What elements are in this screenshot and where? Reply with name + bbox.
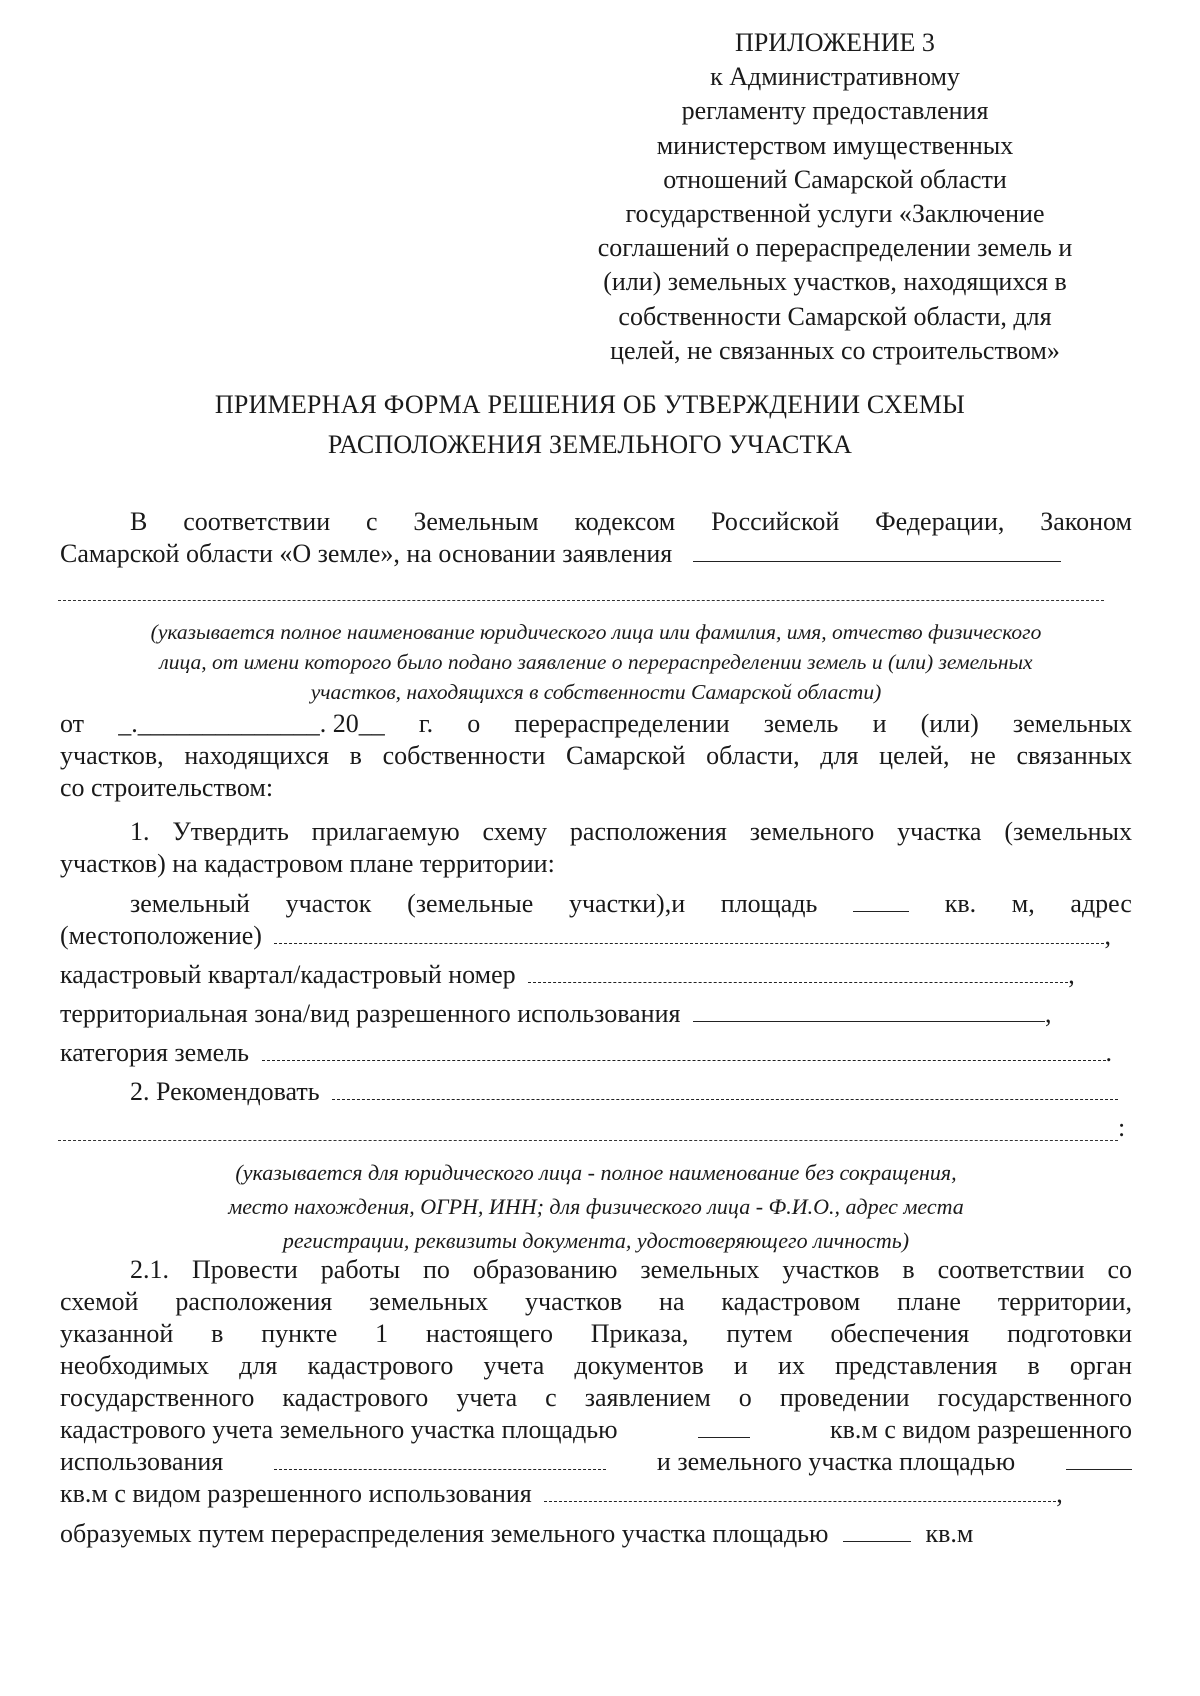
item21-text: кв.м с видом разрешенного bbox=[829, 1415, 1132, 1444]
plot-word: кв. bbox=[944, 889, 977, 918]
title-line: РАСПОЛОЖЕНИЯ ЗЕМЕЛЬНОГО УЧАСТКА bbox=[327, 430, 853, 459]
item2-label: 2. Рекомендовать bbox=[130, 1077, 320, 1106]
intro-line bbox=[60, 538, 1061, 570]
punctuation: . bbox=[1105, 1038, 1113, 1067]
note-line: место нахождения, ОГРН, ИНН; для физического лица - Ф.И.О., адрес места bbox=[228, 1194, 964, 1219]
appendix-line: целей, не связанных со строительством» bbox=[610, 335, 1060, 365]
category-label: категория земель bbox=[60, 1038, 250, 1067]
item21-line bbox=[60, 1446, 1132, 1478]
plot-line bbox=[130, 888, 1132, 920]
appendix-line: (или) земельных участков, находящихся в bbox=[603, 267, 1067, 297]
cadastral-blank[interactable] bbox=[528, 960, 1068, 983]
punctuation: , bbox=[1068, 960, 1075, 989]
category-line bbox=[60, 1037, 1112, 1069]
appendix-line: ПРИЛОЖЕНИЕ 3 bbox=[735, 28, 935, 57]
location-label: (местоположение) bbox=[60, 921, 262, 950]
item1-line: 1. Утвердить прилагаемую схему расположения земельного участка (земельных bbox=[130, 817, 1132, 846]
item21-text: использования bbox=[60, 1447, 224, 1476]
appendix-line: государственной услуги «Заключение bbox=[625, 199, 1045, 229]
date-word: от bbox=[60, 709, 85, 738]
date-line bbox=[60, 708, 1132, 740]
date-word: г. bbox=[418, 709, 434, 738]
plot-word: участки),и bbox=[568, 889, 686, 918]
note-line: (указывается полное наименование юридического лица или фамилия, имя, отчество физического bbox=[150, 620, 1042, 644]
note-line: регистрации, реквизиты документа, удостоверяющего личность) bbox=[282, 1228, 910, 1253]
date-word: земельных bbox=[1012, 709, 1132, 738]
item21-line: схемой расположения земельных участков на кадастровом плане территории, bbox=[60, 1287, 1132, 1316]
item21-line: указанной в пункте 1 настоящего Приказа, путем обеспечения подготовки bbox=[60, 1319, 1132, 1348]
category-blank[interactable] bbox=[262, 1038, 1106, 1061]
punctuation: , bbox=[1104, 921, 1111, 950]
item2-line bbox=[130, 1076, 1118, 1108]
appendix-line: соглашений о перераспределении земель и bbox=[597, 233, 1073, 263]
note-line: участков, находящихся в собственности Самарской области) bbox=[310, 680, 882, 704]
plot-word: участок bbox=[285, 889, 372, 918]
area-blank[interactable] bbox=[1066, 1447, 1132, 1470]
date-line: участков, находящихся в собственности Самарской области, для целей, не связанных bbox=[60, 741, 1132, 770]
title-line: ПРИМЕРНАЯ ФОРМА РЕШЕНИЯ ОБ УТВЕРЖДЕНИИ СХЕМЫ bbox=[214, 390, 966, 419]
punctuation: , bbox=[1056, 1479, 1063, 1508]
item21-line bbox=[60, 1518, 973, 1550]
plot-word: адрес bbox=[1070, 889, 1132, 918]
intro-line: В соответствии с Земельным кодексом Российской Федерации, Законом bbox=[130, 507, 1132, 536]
date-word: (или) bbox=[920, 709, 979, 738]
item21-text: кадастрового учета земельного участка площадью bbox=[60, 1415, 618, 1444]
date-word: о bbox=[467, 709, 481, 738]
appendix-line: отношений Самарской области bbox=[663, 164, 1007, 194]
applicant-blank-line[interactable] bbox=[58, 600, 1104, 601]
item21-text: кв.м с видом разрешенного использования bbox=[60, 1479, 532, 1508]
date-blank[interactable]: _.______________. 20__ bbox=[118, 709, 385, 738]
location-line bbox=[60, 920, 1111, 952]
plot-word: площадь bbox=[720, 889, 818, 918]
item21-line bbox=[60, 1478, 1063, 1510]
zone-label: территориальная зона/вид разрешенного использования bbox=[60, 999, 681, 1028]
date-line: со строительством: bbox=[60, 773, 274, 802]
plot-word: земельный bbox=[130, 889, 250, 918]
appendix-line: министерством имущественных bbox=[656, 130, 1014, 160]
item21-line: государственного кадастрового учета с заявлением о проведении государственного bbox=[60, 1383, 1132, 1412]
area-blank[interactable] bbox=[698, 1415, 750, 1438]
cadastral-line bbox=[60, 959, 1075, 991]
zone-line bbox=[60, 998, 1051, 1030]
area-blank[interactable] bbox=[853, 889, 909, 912]
punctuation: : bbox=[1118, 1113, 1126, 1142]
use-blank[interactable] bbox=[274, 1447, 606, 1470]
applicant-note bbox=[60, 617, 1132, 707]
recommend-blank-line[interactable] bbox=[58, 1140, 1118, 1141]
item21-line: необходимых для кадастрового учета документов и их представления в орган bbox=[60, 1351, 1132, 1380]
location-blank[interactable] bbox=[274, 921, 1104, 944]
plot-word: м, bbox=[1011, 889, 1035, 918]
cadastral-label: кадастровый квартал/кадастровый номер bbox=[60, 960, 516, 989]
item21-line bbox=[60, 1414, 1132, 1446]
recommend-blank[interactable] bbox=[332, 1077, 1118, 1100]
item21-text: и земельного участка площадью bbox=[656, 1447, 1016, 1476]
appendix-line: регламенту предоставления bbox=[681, 96, 989, 126]
plot-word: (земельные bbox=[407, 889, 534, 918]
appendix-header bbox=[590, 26, 1080, 368]
appendix-line: собственности Самарской области, для bbox=[618, 301, 1052, 331]
punctuation: , bbox=[1044, 999, 1052, 1028]
zone-blank[interactable] bbox=[693, 999, 1045, 1022]
date-word: и bbox=[872, 709, 887, 738]
applicant-blank[interactable] bbox=[693, 539, 1061, 562]
item1-line: участков) на кадастровом плане территории: bbox=[60, 849, 555, 878]
note-line: лица, от имени которого было подано заявление о перераспределении земель и (или) земельных bbox=[159, 650, 1033, 674]
date-word: земель bbox=[763, 709, 839, 738]
item21-text: кв.м bbox=[925, 1519, 974, 1548]
date-word: перераспределении bbox=[514, 709, 730, 738]
appendix-line: к Административному bbox=[710, 62, 960, 92]
item21-line: 2.1. Провести работы по образованию земельных участков в соответствии со bbox=[130, 1255, 1132, 1284]
item21-text: образуемых путем перераспределения земельного участка площадью bbox=[60, 1519, 829, 1548]
note-line: (указывается для юридического лица - полное наименование без сокращения, bbox=[235, 1160, 957, 1185]
intro-text: Самарской области «О земле», на основании заявления bbox=[60, 539, 673, 568]
document-title bbox=[60, 385, 1120, 465]
area-blank[interactable] bbox=[843, 1519, 911, 1542]
recommend-note bbox=[60, 1156, 1132, 1258]
use-blank[interactable] bbox=[544, 1479, 1056, 1502]
